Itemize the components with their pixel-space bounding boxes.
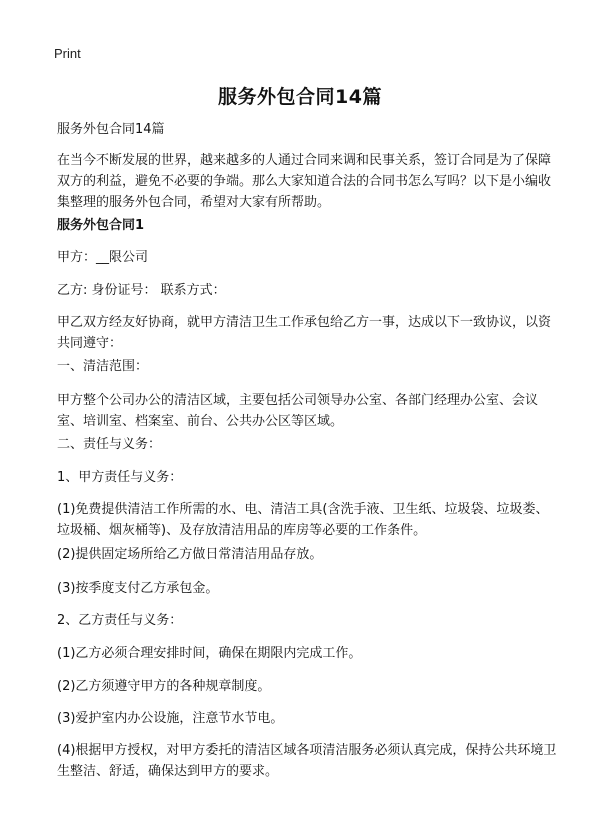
party-a-duty-1: (1)免费提供清洁工作所需的水、电、清洁工具(含洗手液、卫生纸、垃圾袋、垃圾娄、垃圾桶、烟灰桶等)、及存放清洁用品的库房等必要的工作条件。 [57, 502, 549, 538]
intro-paragraph: 在当今不断发展的世界，越来越多的人通过合同来调和民事关系，签订合同是为了保障双方的利益，避免不必要的争端。那么大家知道合法的合同书怎么写吗？以下是小编收集整理的服务外包合同，希望对大家有所帮助。 [57, 153, 552, 210]
preamble-paragraph: 甲乙双方经友好协商，就甲方清洁卫生工作承包给乙方一事，达成以下一致协议，以资共同遵守： [57, 315, 552, 351]
subtitle: 服务外包合同14篇 [57, 122, 165, 137]
party-b-duty-4: (4)根据甲方授权，对甲方委托的清洁区域各项清洁服务必须认真完成，保持公共环境卫生整洁、舒适，确保达到甲方的要求。 [57, 743, 557, 779]
party-b-duty-2: (2)乙方须遵守甲方的各种规章制度。 [57, 679, 271, 694]
party-b-line: 乙方: 身份证号： 联系方式： [57, 283, 226, 298]
section2-title: 二、责任与义务： [57, 437, 162, 452]
section1-title: 一、清洁范围： [57, 359, 149, 374]
print-label: Print [54, 46, 81, 61]
party-a-duty-2: (2)提供固定场所给乙方做日常清洁用品存放。 [57, 547, 323, 562]
sub1-title: 1、甲方责任与义务： [57, 470, 183, 485]
party-a-line: 甲方：__限公司 [57, 250, 149, 265]
section1-body: 甲方整个公司办公的清洁区域，主要包括公司领导办公室、各部门经理办公室、会议室、培训室、档案室、前台、公共办公区等区域。 [57, 393, 539, 429]
party-a-duty-3: (3)按季度支付乙方承包金。 [57, 581, 219, 596]
party-b-duty-3: (3)爱护室内办公设施，注意节水节电。 [57, 711, 284, 726]
party-b-duty-1: (1)乙方必须合理安排时间，确保在期限内完成工作。 [57, 646, 362, 661]
sub2-title: 2、乙方责任与义务： [57, 613, 183, 628]
page-title: 服务外包合同14篇 [218, 86, 382, 108]
contract-heading: 服务外包合同1 [57, 218, 145, 233]
